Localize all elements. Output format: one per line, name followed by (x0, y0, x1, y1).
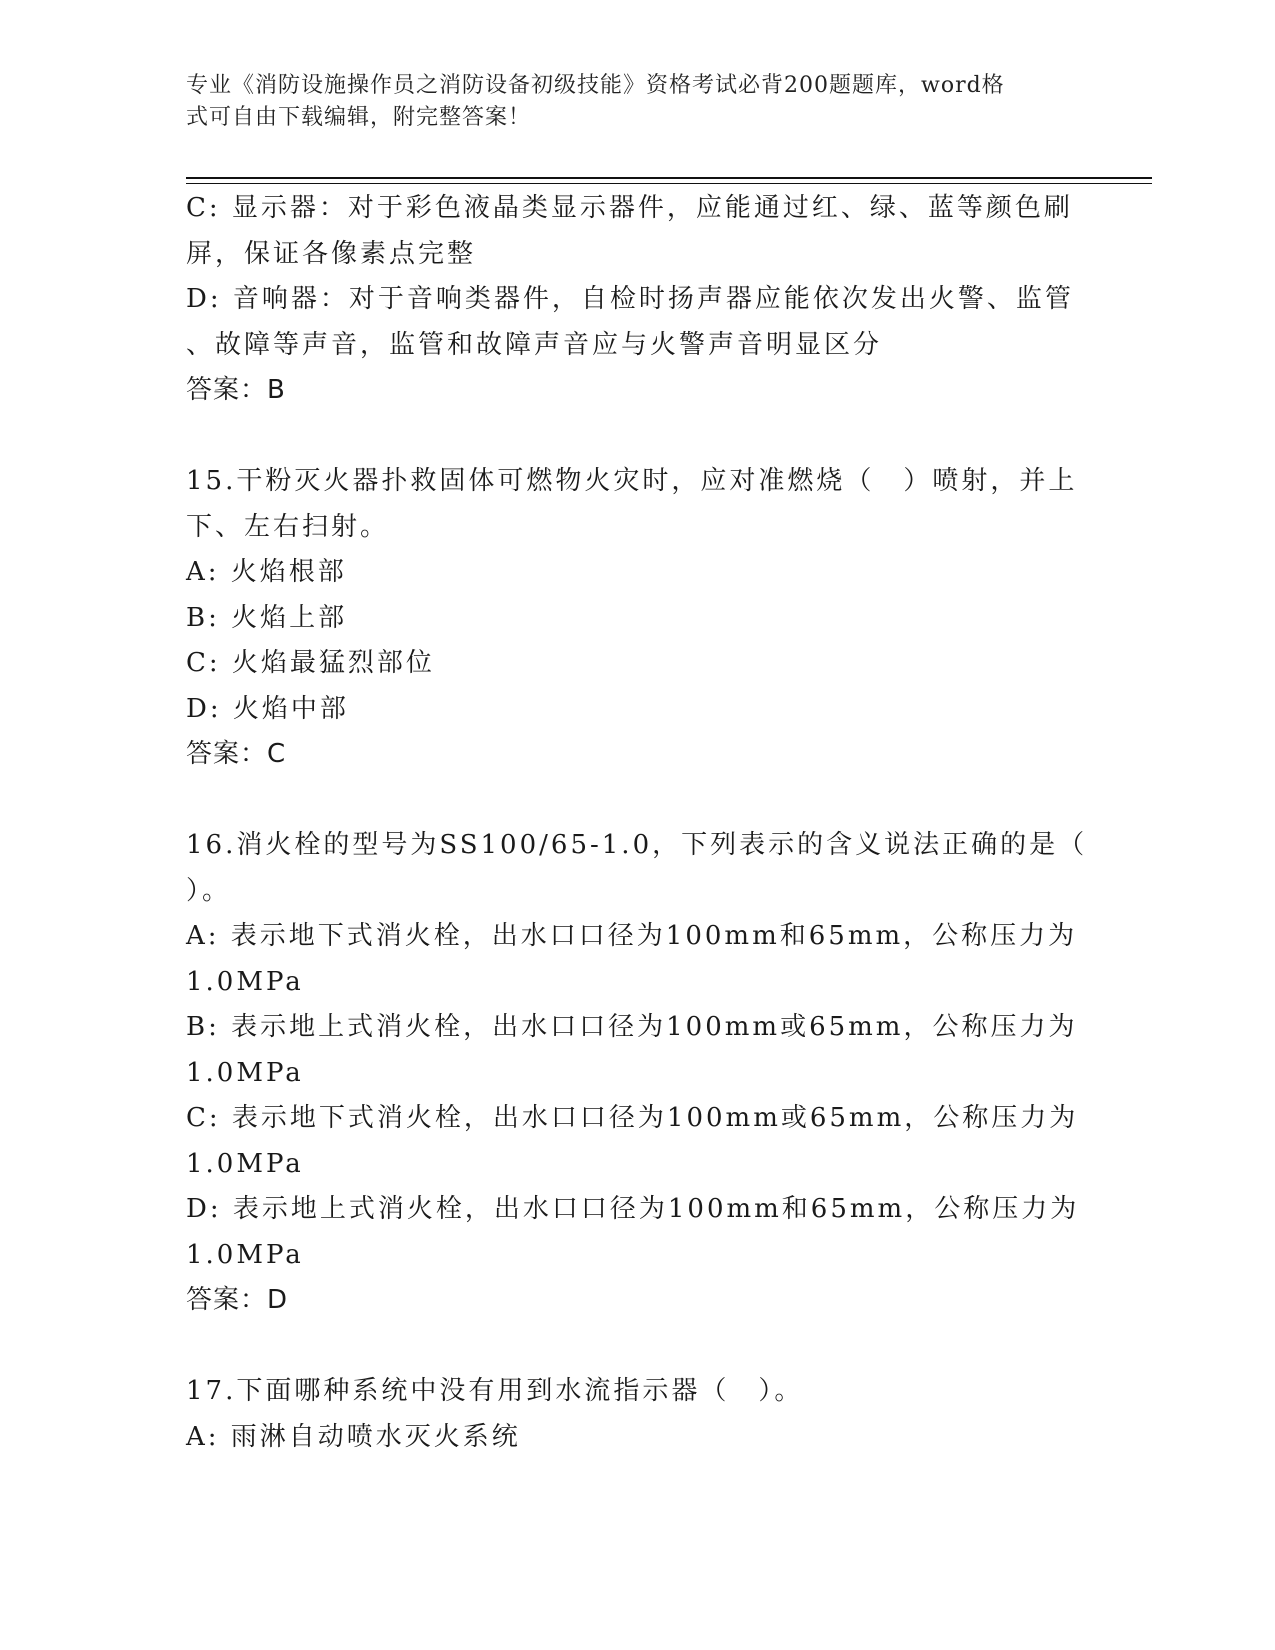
option-b-line-2: 1.0MPa (186, 1057, 304, 1088)
answer-text: 答案：D (186, 1285, 289, 1315)
spacer (186, 1324, 1086, 1370)
answer-text: 答案：C (186, 739, 287, 769)
answer-text: 答案：B (186, 375, 286, 405)
option-c: C: 火焰最猛烈部位 (186, 648, 435, 678)
spacer (186, 778, 1086, 824)
option-b-line-1: B: 表示地上式消火栓，出水口口径为100mm或65mm，公称压力为 (186, 1012, 1078, 1042)
question-15 (186, 459, 1086, 778)
option-c-line-1: C: 表示地下式消火栓，出水口口径为100mm或65mm，公称压力为 (186, 1103, 1079, 1133)
spacer (186, 414, 1086, 460)
page-content (186, 186, 1086, 1460)
option-c-line-1: C: 显示器：对于彩色液晶类显示器件，应能通过红、绿、蓝等颜色刷 (186, 193, 1073, 223)
option-d-line-2: 1.0MPa (186, 1239, 304, 1270)
question-stem-line-2: 下、左右扫射。 (186, 511, 390, 542)
option-b: B: 火焰上部 (186, 602, 348, 633)
question-17 (186, 1369, 1086, 1460)
option-d-line-1: D: 表示地上式消火栓，出水口口径为100mm和65mm，公称压力为 (186, 1194, 1080, 1224)
question-stem: 17.下面哪种系统中没有用到水流指示器（ ）。 (186, 1376, 804, 1406)
header-divider-thick (186, 177, 1152, 179)
page-header (186, 70, 1066, 134)
option-c-line-2: 屏，保证各像素点完整 (186, 238, 477, 269)
question-stem-line-1: 16.消火栓的型号为SS100/65-1.0，下列表示的含义说法正确的是（ (186, 830, 1088, 860)
option-c-line-2: 1.0MPa (186, 1148, 304, 1179)
question-stem-line-1: 15.干粉灭火器扑救固体可燃物火灾时，应对准燃烧（ ）喷射，并上 (186, 466, 1078, 496)
option-d-line-1: D: 音响器：对于音响类器件，自检时扬声器应能依次发出火警、监管 (186, 284, 1074, 314)
option-d: D: 火焰中部 (186, 693, 349, 724)
header-line-1: 专业《消防设施操作员之消防设备初级技能》资格考试必背200题题库，word格 (186, 73, 1005, 98)
header-divider-thin (186, 183, 1152, 184)
question-16 (186, 823, 1086, 1324)
header-line-2: 式可自由下载编辑，附完整答案！ (186, 105, 532, 130)
option-d-line-2: 、故障等声音，监管和故障声音应与火警声音明显区分 (186, 329, 883, 360)
option-a: A: 雨淋自动喷水灭火系统 (186, 1421, 521, 1452)
option-a: A: 火焰根部 (186, 557, 347, 587)
question-14-tail (186, 186, 1086, 414)
option-a-line-1: A: 表示地下式消火栓，出水口口径为100mm和65mm，公称压力为 (186, 921, 1078, 951)
option-a-line-2: 1.0MPa (186, 966, 304, 997)
question-stem-line-2: ）。 (186, 875, 232, 906)
